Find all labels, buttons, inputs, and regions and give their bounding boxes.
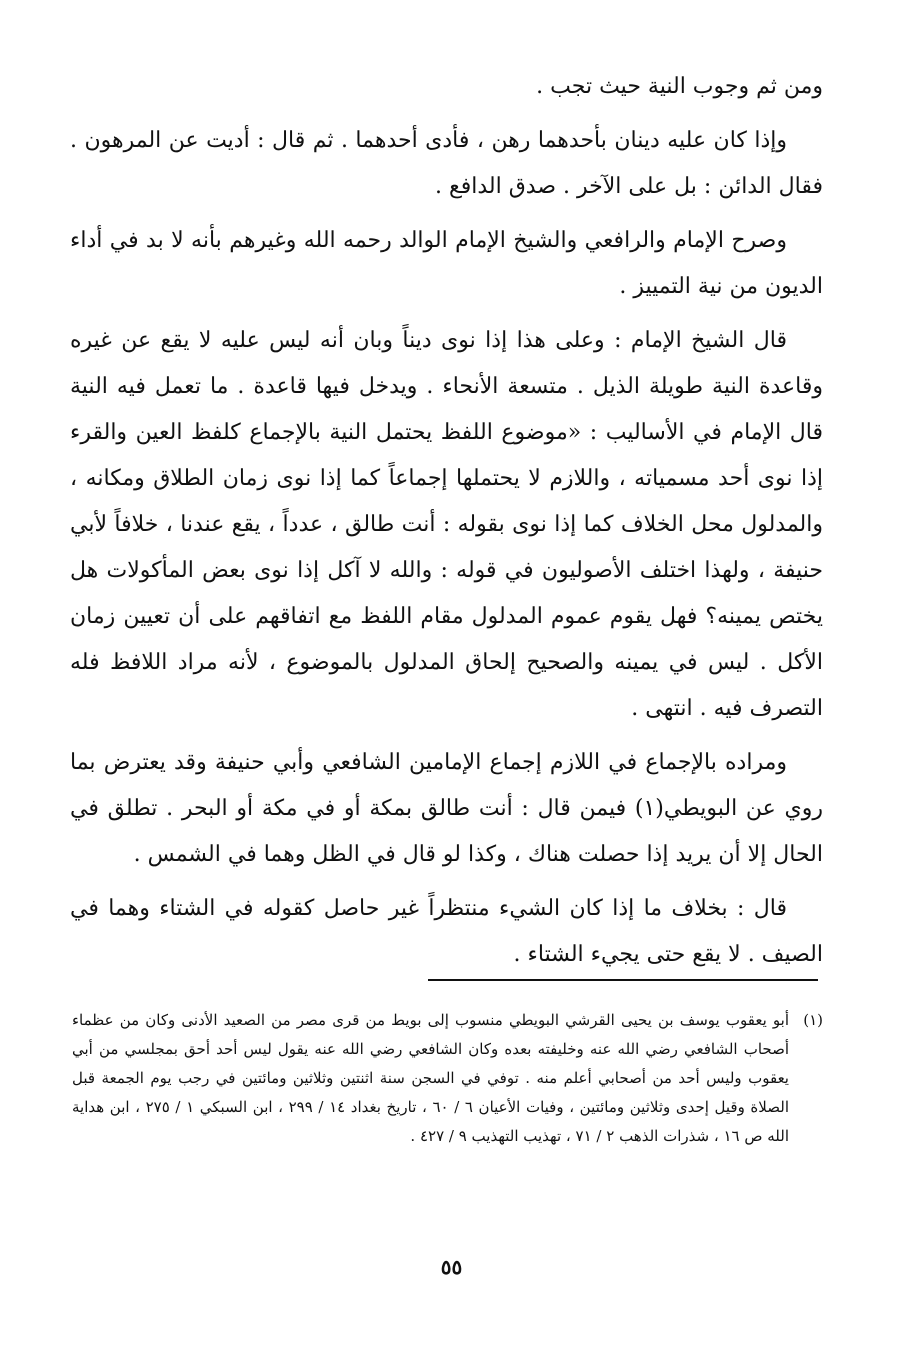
paragraph-4: قال الشيخ الإمام : وعلى هذا إذا نوى ديناً وبان أنه ليس عليه لا يقع عن غيره وقاعدة النية طويلة الذيل . متسعة الأنحاء . ويدخل فيها قاعدة . ما تعمل فيه النية قال الإمام في الأساليب : «موضوع اللفظ يحتمل النية بالإجماع كلفظ العين والقرء إذا نوى أحد مسمياته ، واللازم لا يحتملها إجماعاً كما إذا نوى زمان الطلاق ومكانه ، والمدلول محل الخلاف كما إذا نوى بقوله : أنت طالق ، عدداً ، يقع عندنا ، خلافاً لأبي حنيفة ، ولهذا اختلف الأصوليون في قوله : والله لا آكل إذا نوى بعض المأكولات هل يختص يمينه؟ فهل يقوم عموم المدلول مقام اللفظ مع اتفاقهم على أن تعيين زمان الأكل . ليس في يمينه والصحيح إلحاق المدلول بالموضوع ، لأنه مراد اللافظ فله التصرف فيه . انتهى . [70, 328, 823, 721]
page-number: ٥٥ [440, 1255, 463, 1279]
main-text [70, 64, 823, 978]
footnote-text: أبو يعقوب يوسف بن يحيى القرشي البويطي منسوب إلى بويط من قرى مصر من الصعيد الأدنى وكان من عظماء أصحاب الشافعي رضي الله عنه وخليفته بعده وكان الشافعي رضي الله عنه يقول ليس أحد أحق بمجلسي من أبي يعقوب وليس أحد من أصحابي أعلم منه . توفي في السجن سنة اثنتين وثلاثين ومائتين في رجب يوم الجمعة قبل الصلاة وقيل إحدى وثلاثين ومائتين ، وفيات الأعيان ٦ / ٦٠ ، تاريخ بغداد ١٤ / ٢٩٩ ، ابن السبكي ١ / ٢٧٥ ، ابن هداية الله ص ١٦ ، شذرات الذهب ٢ / ٧١ ، تهذيب التهذيب ٩ / ٤٢٧ . [72, 1011, 789, 1145]
footnote-marker: (١) [803, 1011, 823, 1029]
paragraph-5: ومراده بالإجماع في اللازم إجماع الإمامين الشافعي وأبي حنيفة وقد يعترض بما روي عن البويطي(١) فيمن قال : أنت طالق بمكة أو في مكة أو البحر . تطلق في الحال إلا أن يريد إذا حصلت هناك ، وكذا لو قال في الظل وهما في الشمس . [70, 750, 823, 867]
paragraph-2: وإذا كان عليه دينان بأحدهما رهن ، فأدى أحدهما . ثم قال : أديت عن المرهون . فقال الدائن : بل على الآخر . صدق الدافع . [70, 128, 823, 199]
paragraph-3: وصرح الإمام والرافعي والشيخ الإمام الوالد رحمه الله وغيرهم بأنه لا بد في أداء الديون من نية التمييز . [70, 228, 823, 299]
footnote [72, 1006, 823, 1151]
paragraph-6: قال : بخلاف ما إذا كان الشيء منتظراً غير حاصل كقوله في الشتاء وهما في الصيف . لا يقع حتى يجيء الشتاء . [70, 896, 823, 967]
paragraph-1: ومن ثم وجوب النية حيث تجب . [536, 74, 823, 99]
footnote-divider [428, 979, 818, 981]
